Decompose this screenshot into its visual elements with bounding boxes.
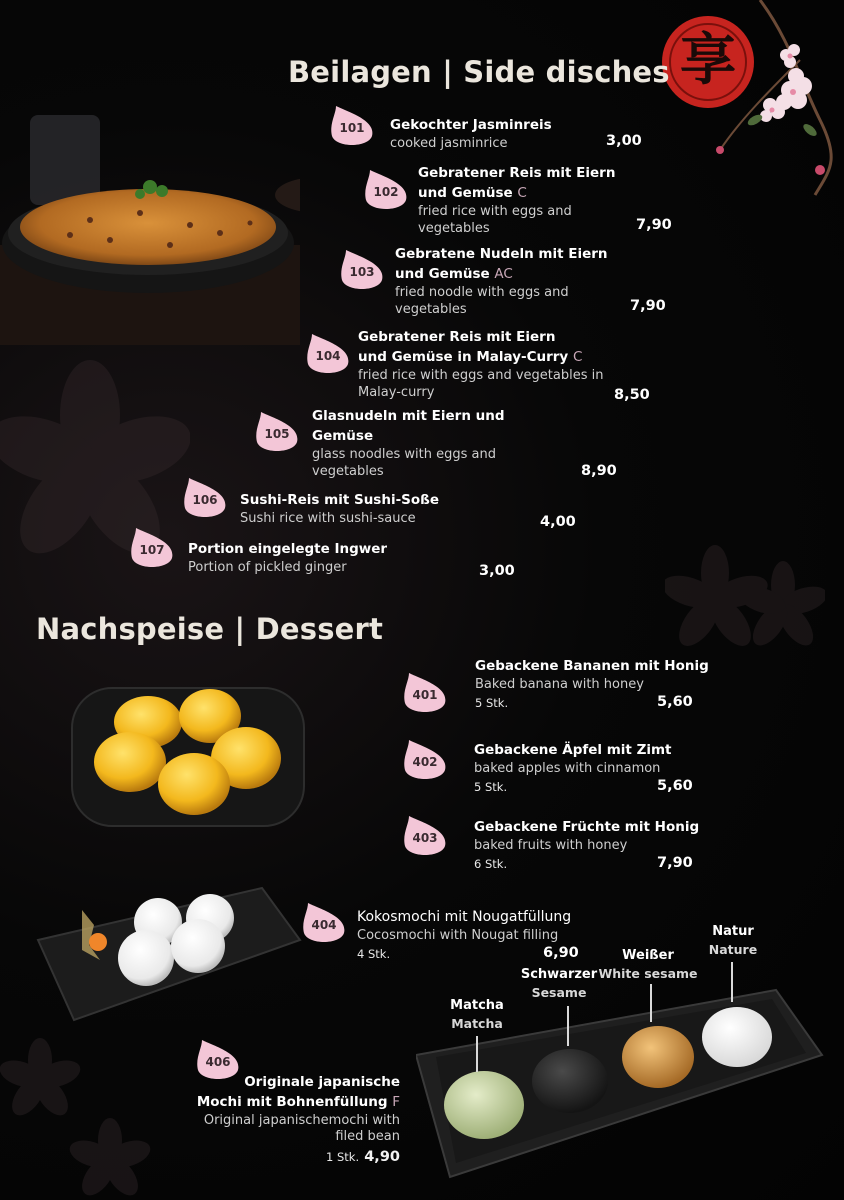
item-name-de: Sushi-Reis mit Sushi-Soße bbox=[240, 492, 440, 508]
allergen-code: C bbox=[517, 185, 527, 201]
menu-item bbox=[188, 539, 387, 576]
item-price: 4,90 bbox=[364, 1149, 400, 1165]
item-name-en-line2: vegetables bbox=[418, 221, 490, 236]
item-number-badge: 102 bbox=[364, 170, 410, 210]
menu-item bbox=[418, 163, 615, 237]
item-number-badge: 404 bbox=[302, 903, 348, 943]
item-name-de: Gebackene Bananen mit Honig bbox=[475, 658, 709, 674]
item-name-de: Glasnudeln mit Eiern und bbox=[312, 408, 505, 424]
item-quantity: 1 Stk. bbox=[326, 1150, 360, 1164]
item-name-en-line2: Malay-curry bbox=[358, 385, 435, 400]
item-number-badge: 403 bbox=[403, 816, 449, 856]
allergen-code: F bbox=[392, 1094, 400, 1110]
item-name-en: fried noodle with eggs and bbox=[395, 285, 569, 300]
item-name-en: baked fruits with honey bbox=[474, 838, 628, 853]
item-number-badge: 101 bbox=[330, 106, 376, 146]
item-price: 3,00 bbox=[606, 133, 642, 149]
item-quantity: 5 Stk. bbox=[474, 780, 508, 794]
item-number-badge: 106 bbox=[183, 478, 229, 518]
item-price: 7,90 bbox=[636, 217, 672, 233]
item-name-de-line2: Mochi mit Bohnenfüllung bbox=[196, 1094, 388, 1110]
item-price: 6,90 bbox=[543, 945, 579, 961]
item-name-en-line2: vegetables bbox=[312, 464, 384, 479]
item-name-en: baked apples with cinnamon bbox=[474, 761, 661, 776]
flavor-label-matcha: Matcha Matcha bbox=[450, 998, 504, 1031]
item-number-badge: 402 bbox=[403, 740, 449, 780]
item-price: 5,60 bbox=[657, 694, 693, 710]
seal-glyph: 享 bbox=[680, 27, 736, 93]
fried-banana-image bbox=[68, 680, 308, 830]
fried-rice-image bbox=[0, 95, 300, 345]
item-name-en: Portion of pickled ginger bbox=[188, 560, 347, 575]
menu-item bbox=[390, 115, 552, 152]
item-name-en-line2: vegetables bbox=[395, 302, 467, 317]
item-number-badge: 105 bbox=[255, 412, 301, 452]
flavor-pointer bbox=[731, 962, 733, 1002]
item-number-badge: 107 bbox=[130, 528, 176, 568]
item-name-de: Gebackene Früchte mit Honig bbox=[474, 819, 700, 835]
item-number-badge: 104 bbox=[306, 334, 352, 374]
item-price: 7,90 bbox=[657, 855, 693, 871]
item-quantity: 6 Stk. bbox=[474, 857, 508, 871]
item-name-en: Sushi rice with sushi-sauce bbox=[240, 511, 416, 526]
item-name-en: cooked jasminrice bbox=[390, 136, 508, 151]
blossom-decoration-right bbox=[665, 545, 825, 655]
flavor-label-nature: Natur Nature bbox=[708, 924, 758, 957]
item-name-de: Originale japanische bbox=[244, 1074, 400, 1090]
item-name-de-line2: und Gemüse in Malay-Curry bbox=[358, 349, 569, 365]
flavor-pointer bbox=[476, 1036, 478, 1072]
flavor-pointer bbox=[567, 1006, 569, 1046]
menu-item bbox=[357, 907, 571, 961]
item-name-de: Portion eingelegte Ingwer bbox=[188, 541, 388, 557]
flavor-label-white-sesame: Weißer White sesame bbox=[598, 948, 698, 981]
item-number-badge: 406 bbox=[196, 1040, 242, 1080]
cherry-blossom-branch bbox=[700, 0, 844, 200]
item-price: 4,00 bbox=[540, 514, 576, 530]
item-number-badge: 103 bbox=[340, 250, 386, 290]
flavor-pointer bbox=[650, 984, 652, 1022]
item-price: 8,90 bbox=[581, 463, 617, 479]
item-name-de: Gebratene Nudeln mit Eiern bbox=[395, 246, 608, 262]
flavor-label-black-sesame: Schwarzer Sesame bbox=[520, 967, 598, 1000]
menu-item bbox=[474, 740, 672, 794]
item-name-en: Original japanischemochi with bbox=[203, 1113, 400, 1128]
dessert-section-title: Nachspeise | Dessert bbox=[36, 612, 384, 646]
item-name-en: Baked banana with honey bbox=[475, 677, 644, 692]
item-name-de: Kokosmochi mit Nougatfüllung bbox=[357, 909, 572, 925]
item-price: 5,60 bbox=[657, 778, 693, 794]
item-price: 8,50 bbox=[614, 387, 650, 403]
item-quantity: 5 Stk. bbox=[475, 696, 509, 710]
item-number-badge: 401 bbox=[403, 673, 449, 713]
item-name-en-line2: filed bean bbox=[335, 1129, 400, 1144]
item-name-de: Gekochter Jasminreis bbox=[390, 117, 552, 133]
blossom-decoration-bottom bbox=[0, 1030, 210, 1200]
item-name-en: fried rice with eggs and bbox=[418, 204, 572, 219]
menu-item bbox=[240, 490, 439, 527]
item-name-de-line2: und Gemüse bbox=[418, 185, 513, 201]
item-name-de-line2: und Gemüse bbox=[395, 266, 490, 282]
item-name-de: Gebratener Reis mit Eiern bbox=[358, 329, 556, 345]
item-name-de: Gebratener Reis mit Eiern bbox=[418, 165, 616, 181]
item-price: 7,90 bbox=[630, 298, 666, 314]
menu-item bbox=[358, 327, 603, 401]
item-price: 3,00 bbox=[479, 563, 515, 579]
item-name-en: glass noodles with eggs and bbox=[312, 447, 496, 462]
menu-item bbox=[312, 406, 505, 480]
allergen-code: AC bbox=[494, 266, 513, 282]
sides-section-title: Beilagen | Side disches bbox=[288, 55, 670, 89]
menu-item-mochi bbox=[180, 1072, 400, 1165]
item-name-de-line2: Gemüse bbox=[312, 428, 374, 444]
item-name-en: Cocosmochi with Nougat filling bbox=[357, 928, 559, 943]
coconut-mochi-image bbox=[34, 880, 304, 1025]
item-quantity: 4 Stk. bbox=[357, 947, 391, 961]
allergen-code: C bbox=[572, 349, 583, 365]
item-name-de: Gebackene Äpfel mit Zimt bbox=[474, 742, 672, 758]
menu-item bbox=[395, 244, 608, 318]
item-name-en: fried rice with eggs and vegetables in bbox=[358, 368, 604, 383]
